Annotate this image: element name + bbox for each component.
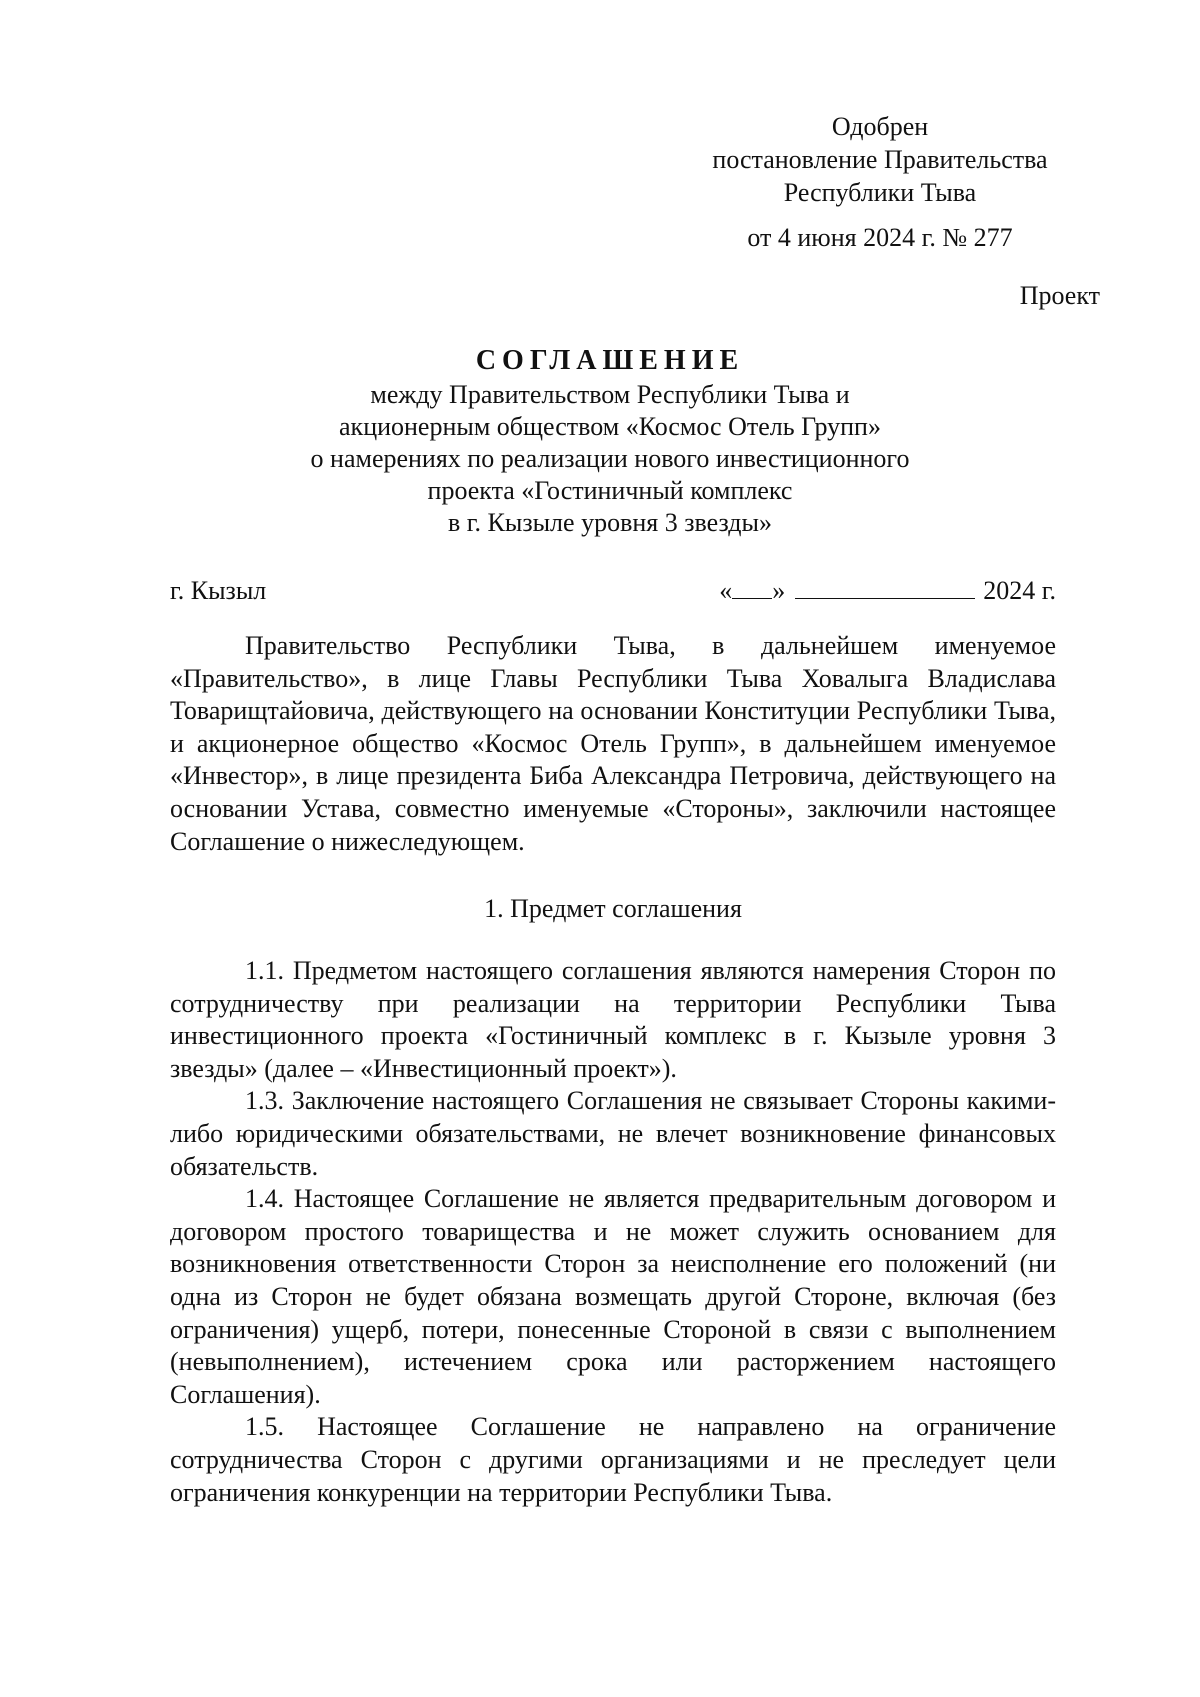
year: 2024 г.: [983, 576, 1056, 605]
clause-1-4: 1.4. Настоящее Соглашение не является предварительным договором и договором простого товарищества и не может служить основанием для возникновения ответственности Сторон за неисполнение его положений (ни одна из Сторон не будет обязана возмещать другой Стороне, включая (без ограничения) ущерб, потери, понесенные Стороной в связи с выполнением (невыполнением), истечением срока или расторжением настоящего Соглашения).: [170, 1184, 1056, 1409]
title-line-5: в г. Кызыле уровня 3 звезды»: [448, 508, 772, 537]
title-line-4: проекта «Гостиничный комплекс: [427, 476, 793, 505]
section-heading: 1. Предмет соглашения: [484, 894, 742, 923]
title-heading: СОГЛАШЕНИЕ: [475, 345, 745, 376]
approval-line-resolution: постановление Правительства: [712, 145, 1048, 174]
city: г. Кызыл: [170, 576, 267, 605]
clause-1-1: 1.1. Предметом настоящего соглашения являются намерения Сторон по сотрудничеству при реализации на территории Республики Тыва инвестиционного проекта «Гостиничный комплекс в г. Кызыле уровня 3 звезды» (далее – «Инвестиционный проект»).: [170, 956, 1056, 1083]
approval-date: от 4 июня 2024 г. № 277: [747, 223, 1013, 252]
clause-1-3: 1.3. Заключение настоящего Соглашения не связывает Стороны какими-либо юридическими обязательствами, не влечет возникновение финансовых обязательств.: [170, 1086, 1056, 1181]
title-line-3: о намерениях по реализации нового инвестиционного: [310, 444, 910, 473]
approval-stamp: [700, 110, 1060, 254]
section-clauses: [170, 955, 1056, 1509]
close-quote: »: [772, 576, 786, 605]
preamble-paragraph: Правительство Республики Тыва, в дальнейшем именуемое «Правительство», в лице Главы Республики Тыва Ховалыга Владислава Товарищтайовича, действующего на основании Конституции Республики Тыва, и акционерное общество «Космос Отель Групп», в дальнейшем именуемое «Инвестор», в лице президента Биба Александра Петровича, действующего на основании Устава, совместно именуемые «Стороны», заключили настоящее Соглашение о нижеследующем.: [170, 631, 1056, 856]
approval-line-approved: Одобрен: [831, 112, 929, 141]
preamble-section: [170, 630, 1056, 858]
signing-date: [719, 575, 1056, 607]
title-line-2: акционерным обществом «Космос Отель Групп»: [339, 412, 881, 441]
day-blank: [732, 576, 772, 599]
clause-1-5: 1.5. Настоящее Соглашение не направлено на ограничение сотрудничества Сторон с другими организациями и не преследует цели ограничения конкуренции на территории Республики Тыва.: [170, 1412, 1056, 1507]
month-blank: [795, 576, 975, 599]
open-quote: «: [719, 576, 733, 605]
project-mark: Проект: [1019, 281, 1100, 310]
approval-line-republic: Республики Тыва: [783, 178, 977, 207]
title-line-1: между Правительством Республики Тыва и: [370, 380, 850, 409]
document-title: [170, 343, 1050, 539]
